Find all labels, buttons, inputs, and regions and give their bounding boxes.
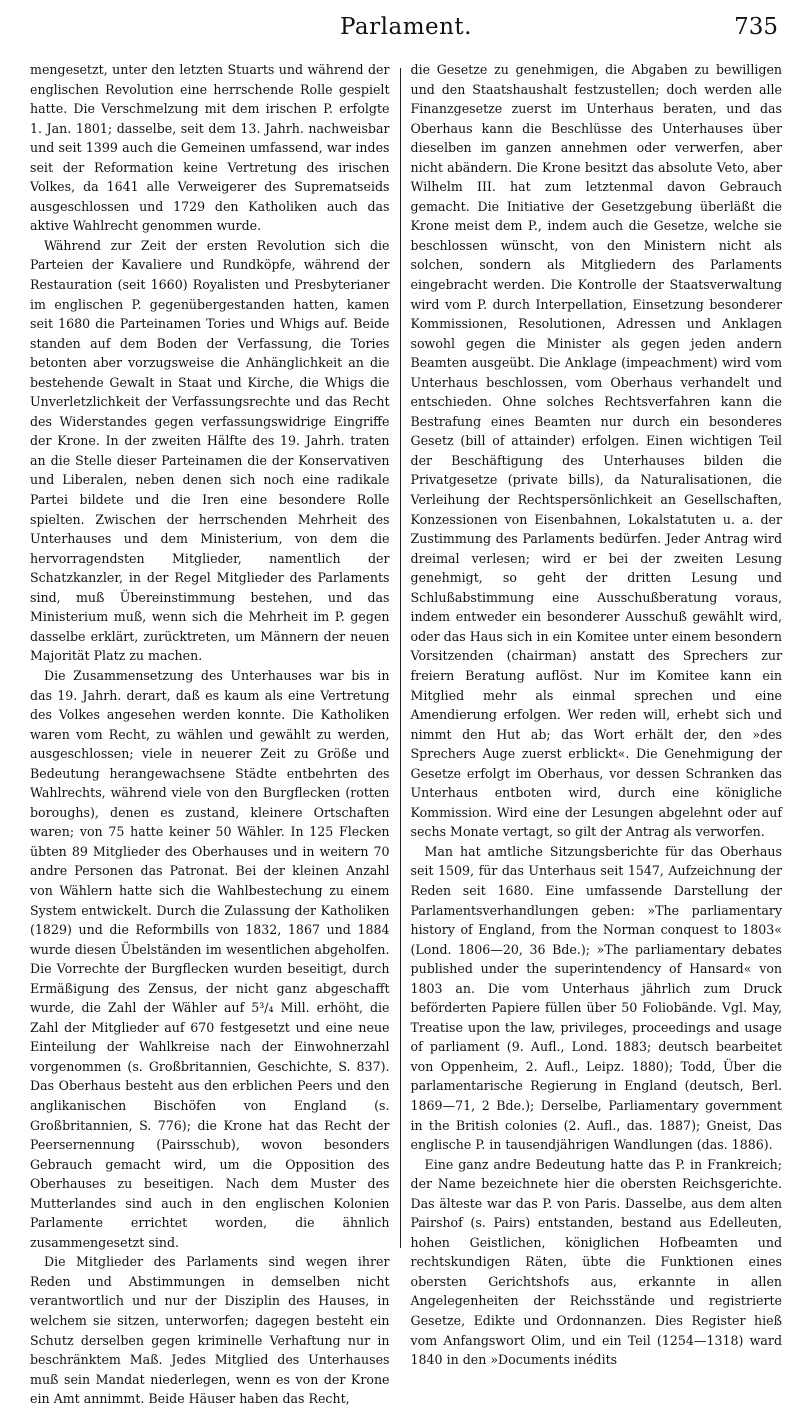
page-title: Parlament. (339, 14, 472, 40)
text-columns (30, 60, 783, 1407)
paragraph: Die Mitglieder des Parlaments sind wegen ihrer Reden und Abstimmungen in demselben nicht verantwortlich und nur der Disziplin des Hauses, in welchem sie sitzen, unterworfen; dagegen besteht ein Schutz derselben gegen kriminelle Verhaftung nur in beschränktem Maß. Jedes Mitglied des Unterhauses muß sein Mandat niederlegen, wenn es von der Krone ein Amt annimmt. Beide Häuser haben das Recht, (30, 1254, 390, 1407)
paragraph: mengesetzt, unter den letzten Stuarts und während der englischen Revolution eine herrschende Rolle gespielt hatte. Die Verschmelzung mit dem irischen P. erfolgte 1. Jan. 1801; dasselbe, seit dem 13. Jahrh. nachweisbar und seit 1399 auch die Gemeinen umfassend, war indes seit der Reformation keine Vertretung des irischen Volkes, da 1641 alle Verweigerer des Suprematseids ausgeschlossen und 1729 den Katholiken auch das aktive Wahlrecht genommen wurde. (30, 62, 390, 234)
paragraph: Die Zusammensetzung des Unterhauses war bis in das 19. Jahrh. derart, daß es kaum als eine Vertretung des Volkes angesehen werden konnte. Die Katholiken waren vom Recht, zu wählen und gewählt zu werden, ausgeschlossen; viele in neuerer Zeit zu Größe und Bedeutung herangewachsene Städte entbehrten des Wahlrechts, während viele von den Burgflecken (rotten boroughs), denen es zustand, kleinere Ortschaften waren; von 75 hatte keiner 50 Wähler. In 125 Flecken übten 89 Mitglieder des Oberhauses und in weitern 70 andre Personen das Patronat. Bei der kleinen Anzahl von Wählern hatte sich die Wahlbestechung zu einem System entwickelt. Durch die Zulassung der Katholiken (1829) und die Reformbills von 1832, 1867 und 1884 wurde diesen Übelständen im wesentlichen abgeholfen. Die Vorrechte der Burgflecken wurden beseitigt, durch Ermäßigung des Zensus, der nicht ganz abgeschafft wurde, die Zahl der Wähler auf 5³/₄ Mill. erhöht, die Zahl der Mitglieder auf 670 festgesetzt und eine neue Einteilung der Wahlkreise nach der Einwohnerzahl vorgenommen (s. Großbritannien, Geschichte, S. 837). Das Oberhaus besteht aus den erblichen Peers und den anglikanischen Bischöfen von England (s. Großbritannien, S. 776); die Krone hat das Recht der Peersernennung (Pairsschub), wovon besonders Gebrauch gemacht wird, um die Opposition des Oberhauses zu beseitigen. Nach dem Muster des Mutterlandes sind auch in den englischen Kolonien Parlamente errichtet worden, die ähnlich zusammengesetzt sind. (30, 667, 390, 1250)
left-column (30, 60, 400, 1407)
right-column (401, 60, 783, 1368)
paragraph: die Gesetze zu genehmigen, die Abgaben zu bewilligen und den Staatshaushalt festzustellen; doch werden alle Finanzgesetze zuerst im Unterhaus beraten, und das Oberhaus kann die Beschlüsse des Unterhauses über dieselben im ganzen annehmen oder verwerfen, aber nicht abändern. Die Krone besitzt das absolute Veto, aber Wilhelm III. hat zum letztenmal davon Gebrauch gemacht. Die Initiative der Gesetzgebung überläßt die Krone meist dem P., indem auch die Gesetze, welche sie beschlossen wünscht, von den Ministern nicht als solchen, sondern als Mitgliedern des Parlaments eingebracht werden. Die Kontrolle der Staatsverwaltung wird vom P. durch Interpellation, Einsetzung besonderer Kommissionen, Resolutionen, Adressen und Anklagen sowohl gegen die Minister als gegen jeden andern Beamten ausgeübt. Die Anklage (impeachment) wird vom Unterhaus beschlossen, vom Oberhaus verhandelt und entschieden. Ohne solches Rechtsverfahren kann die Bestrafung eines Beamten nur durch ein besonderes Gesetz (bill of attainder) erfolgen. Einen wichtigen Teil der Beschäftigung des Unterhauses bilden die Privatgesetze (private bills), da Naturalisationen, die Verleihung der Rechtspersönlichkeit an Gesellschaften, Konzessionen von Eisenbahnen, Lokalstatuten u. a. der Zustimmung des Parlaments bedürfen. Jeder Antrag wird dreimal verlesen; wird er bei der zweiten Lesung genehmigt, so geht der dritten Lesung und Schlußabstimmung eine Ausschußberatung voraus, indem entweder ein besonderer Ausschuß gewählt wird, oder das Haus sich in ein Komitee unter einem besondern Vorsitzenden (chairman) anstatt des Sprechers zur freiern Beratung auflöst. Nur im Komitee kann ein Mitglied mehr als einmal sprechen und eine Amendierung erfolgen. Wer reden will, erhebt sich und nimmt den Hut ab; das Wort erhält der, den »des Sprechers Auge zuerst erblickt«. Die Genehmigung der Gesetze erfolgt im Oberhaus, vor dessen Schranken das Unterhaus entboten wird, durch eine königliche Kommission. Wird eine der Lesungen abgelehnt oder auf sechs Monate vertagt, so gilt der Antrag als verworfen. (410, 62, 783, 840)
paragraph: Während zur Zeit der ersten Revolution sich die Parteien der Kavaliere und Rundköpfe, während der Restauration (seit 1660) Royalisten und Presbyterianer im englischen P. gegenübergestanden hatten, kamen seit 1680 die Parteinamen Tories und Whigs auf. Beide standen auf dem Boden der Verfassung, die Tories betonten aber vorzugsweise die Anhänglichkeit an die bestehende Gewalt in Staat und Kirche, die Whigs die Unverletzlichkeit der Verfassungsrechte und das Recht des Widerstandes gegen verfassungswidrige Eingriffe der Krone. In der zweiten Hälfte des 19. Jahrh. traten an die Stelle dieser Parteinamen die der Konservativen und Liberalen, neben denen sich noch eine radikale Partei bildete und die Iren eine besondere Rolle spielten. Zwischen der herrschenden Mehrheit des Unterhauses und dem Ministerium, von dem die hervorragendsten Mitglieder, namentlich der Schatzkanzler, in der Regel Mitglieder des Parlaments sind, muß Übereinstimmung bestehen, und das Ministerium muß, wenn sich die Mehrheit im P. gegen dasselbe erklärt, zurücktreten, um Männern der neuen Majorität Platz zu machen. (30, 237, 390, 664)
page-number: 735 (734, 14, 778, 40)
page-header (30, 0, 782, 60)
paragraph: Man hat amtliche Sitzungsberichte für das Oberhaus seit 1509, für das Unterhaus seit 1547, Aufzeichnung der Reden seit 1680. Eine umfassende Darstellung der Parlamentsverhandlungen geben: »The parliamentary history of England, from the Norman conquest to 1803« (Lond. 1806—20, 36 Bde.); »The parliamentary debates published under the superintendency of Hansard« von 1803 an. Die vom Unterhaus jährlich zum Druck beförderten Papiere füllen über 50 Foliobände. Vgl. May, Treatise upon the law, privileges, proceedings and usage of parliament (9. Aufl., Lond. 1883; deutsch bearbeitet von Oppenheim, 2. Aufl., Leipz. 1880); Todd, Über die parlamentarische Regierung in England (deutsch, Berl. 1869—71, 2 Bde.); Derselbe, Parliamentary government in the British colonies (2. Aufl., das. 1887); Gneist, Das englische P. in tausendjährigen Wandlungen (das. 1886). (410, 843, 783, 1153)
paragraph: Eine ganz andre Bedeutung hatte das P. in Frankreich; der Name bezeichnete hier die obersten Reichsgerichte. Das älteste war das P. von Paris. Dasselbe, aus dem alten Pairshof (s. Pairs) entstanden, bestand aus Edelleuten, hohen Geistlichen, königlichen Hofbeamten und rechtskundigen Räten, übte die Funktionen eines obersten Gerichtshofs aus, erkannte in allen Angelegenheiten der Reichsstände und registrierte Gesetze, Edikte und Ordonnanzen. Dies Register hieß vom Anfangswort Olim, und ein Teil (1254—1318) ward 1840 in den »Documents inédits (410, 1156, 783, 1368)
